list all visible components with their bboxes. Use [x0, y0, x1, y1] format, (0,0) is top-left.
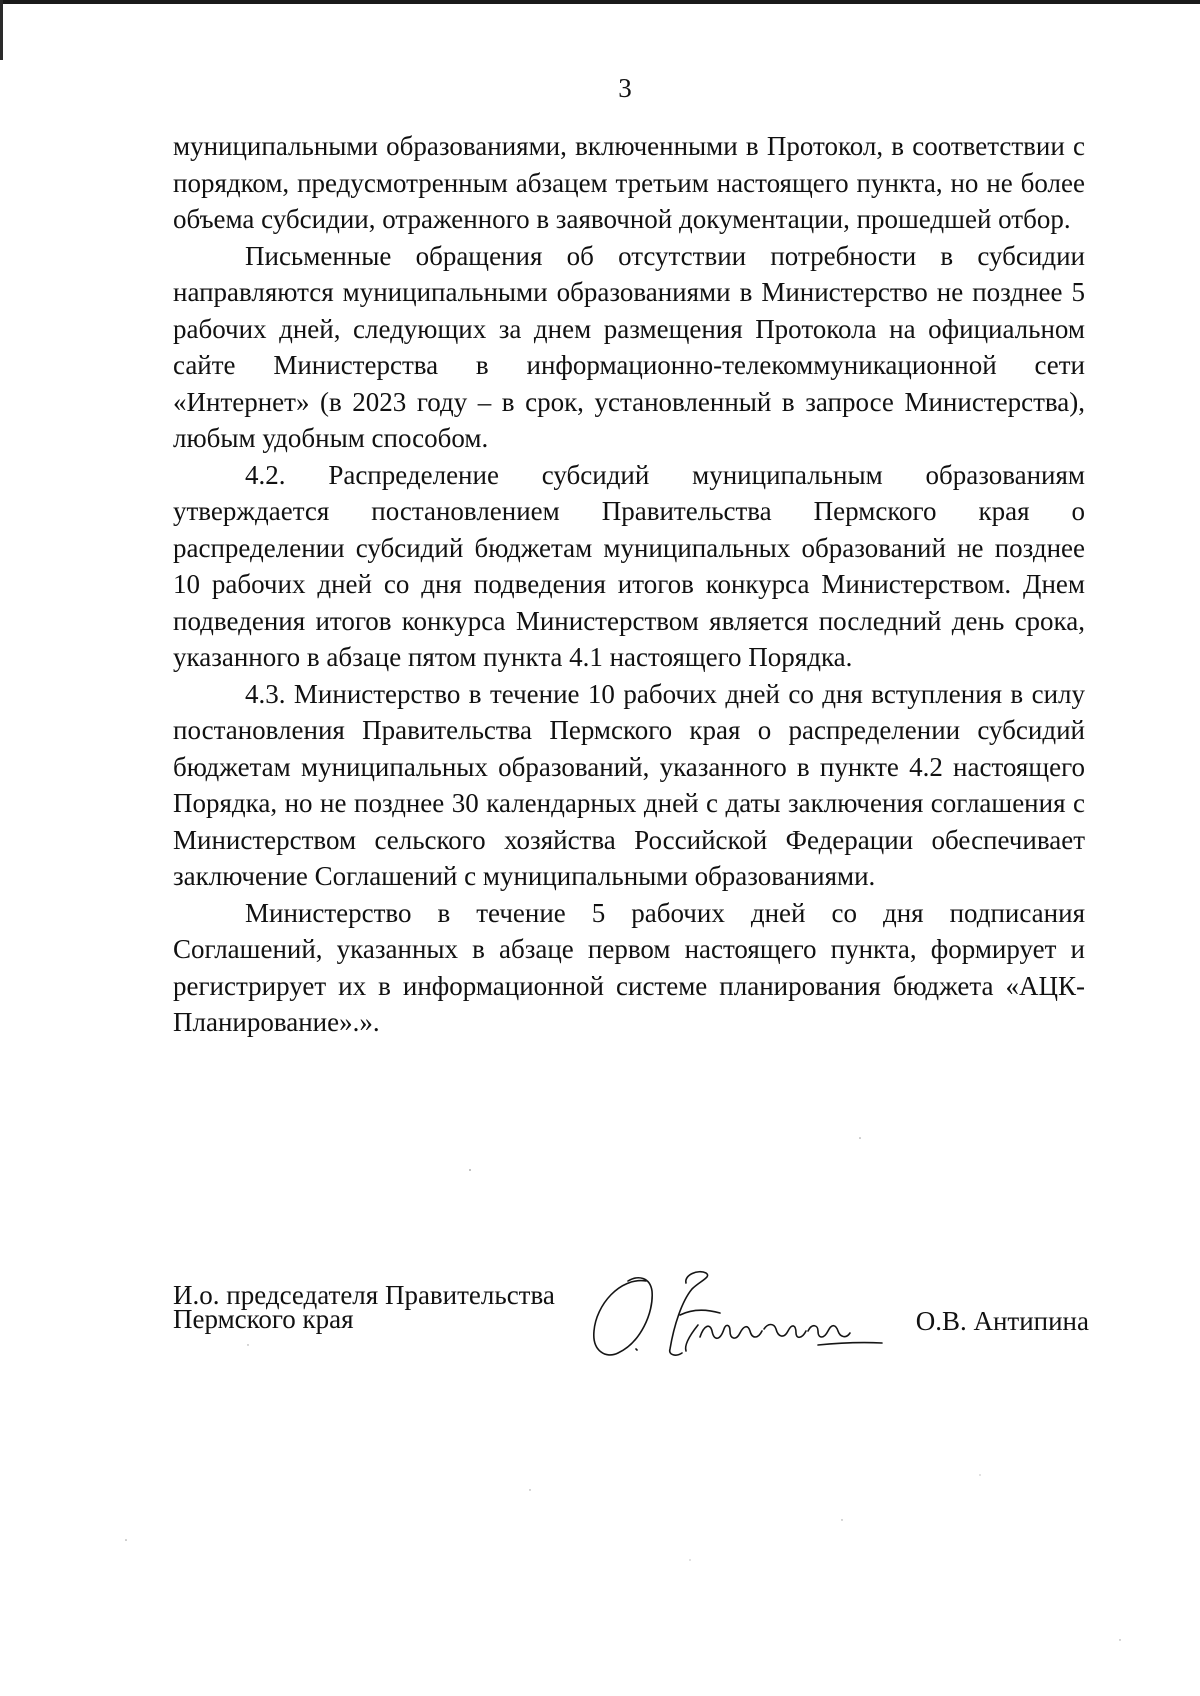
- paragraph-1: муниципальными образованиями, включенными в Протокол, в соответствии с порядком, предусмотренным абзацем третьим настоящего пункта, но не более объема субсидии, отраженного в заявочной документации, прошедшей отбор.: [173, 131, 1085, 234]
- signer-title-line-1: И.о. председателя Правительства: [173, 1280, 555, 1310]
- signer-name: О.В. Антипина: [915, 1306, 1089, 1336]
- paragraph-3: 4.2. Распределение субсидий муниципальным образованиям утверждается постановлением Правительства Пермского края о распределении субсидий бюджетам муниципальных образований не позднее 10 рабочих дней со дня подведения итогов конкурса Министерством. Днем подведения итогов конкурса Министерством является последний день срока, указанного в абзаце пятом пункта 4.1 настоящего Порядка.: [173, 459, 1085, 672]
- paragraph-4: 4.3. Министерство в течение 10 рабочих дней со дня вступления в силу постановления Правительства Пермского края о распределении субсидий бюджетам муниципальных образований, указанного в пункте 4.2 настоящего Порядка, но не позднее 30 календарных дней с даты заключения соглашения с Министерством сельского хозяйства Российской Федерации обеспечивает заключение Соглашений с муниципальными образованиями.: [173, 678, 1085, 891]
- page-number: 3: [618, 73, 632, 103]
- scan-edge-left: [0, 0, 3, 60]
- signer-title: [173, 1280, 555, 1334]
- paragraph-5: Министерство в течение 5 рабочих дней со дня подписания Соглашений, указанных в абзаце первом настоящего пункта, формирует и регистрирует их в информационной системе планирования бюджета «АЦК-Планирование».».: [173, 897, 1085, 1037]
- paragraph-2: Письменные обращения об отсутствии потребности в субсидии направляются муниципальными образованиями в Министерство не позднее 5 рабочих дней, следующих за днем размещения Протокола на официальном сайте Министерства в информационно-телекоммуникационной сети «Интернет» (в 2023 году – в срок, установленный в запросе Министерства), любым удобным способом.: [173, 240, 1085, 453]
- signature-block: [173, 1279, 1089, 1369]
- signer-title-line-2: Пермского края: [173, 1304, 354, 1334]
- document-body: [173, 128, 1085, 1041]
- scan-edge-top: [0, 0, 1200, 4]
- handwritten-signature: [588, 1267, 908, 1362]
